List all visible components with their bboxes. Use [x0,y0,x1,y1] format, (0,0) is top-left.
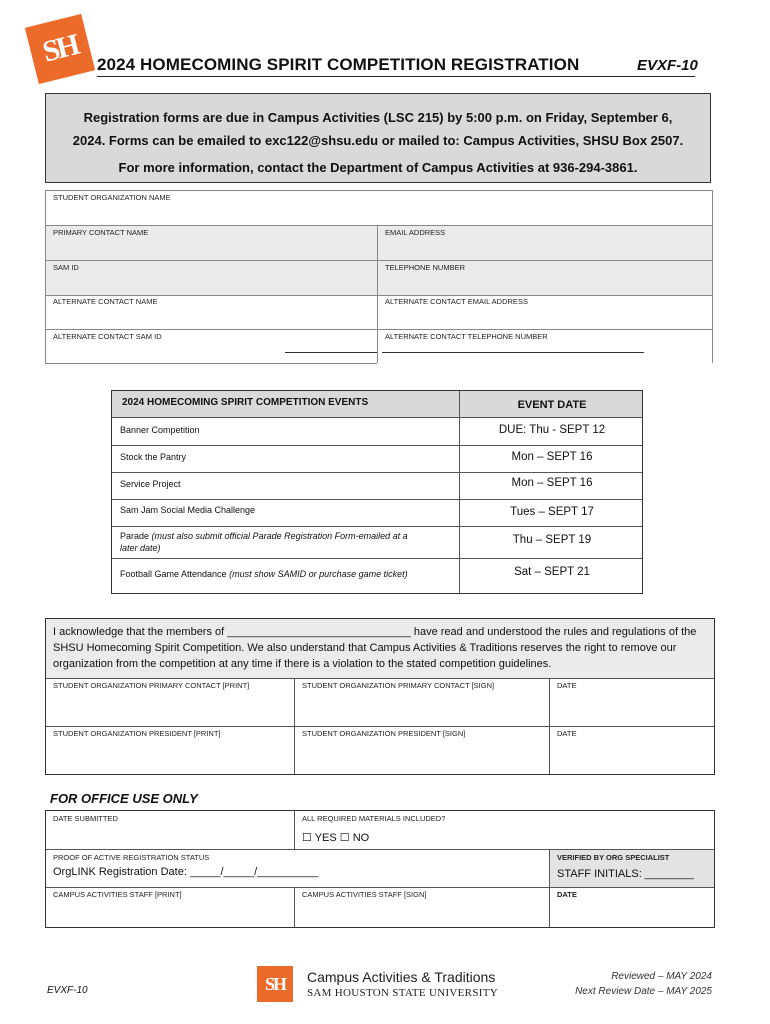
primary-contact-field[interactable]: PRIMARY CONTACT NAME [53,228,149,237]
grid-line [112,526,642,527]
event-date: Sat – SEPT 21 [514,566,590,578]
next-review-date: Next Review Date – MAY 2025 [575,986,712,997]
row-shade [46,261,712,295]
proof-label: PROOF OF ACTIVE REGISTRATION STATUS [53,853,210,862]
contact-grid [45,190,712,363]
shsu-logo [25,14,95,84]
acknowledgement-text: I acknowledge that the members of ______________________________ have read and understood the rules and regulations of the SHSU Homecoming Spirit Competition. We also understand that Campus Activities & Traditions reserves the right to remove our organization from the competition at any time if there is a violation to the stated competition guidelines. [53,626,697,670]
deadline-notice [45,93,711,183]
event-note: (must show SAMID or purchase game ticket) [229,569,408,579]
event-name: Parade [120,531,152,541]
telephone-field[interactable]: TELEPHONE NUMBER [385,263,466,272]
notice-line-1: Registration forms are due in Campus Activities (LSC 215) by 5:00 p.m. on Friday, September 6, [83,110,673,125]
president-date-field[interactable]: DATE [557,729,577,738]
president-sign-field[interactable]: STUDENT ORGANIZATION PRESIDENT [SIGN] [302,729,466,738]
grid-line [45,190,712,191]
email-field[interactable]: EMAIL ADDRESS [385,228,446,237]
verified-label: VERIFIED BY ORG SPECIALIST [557,853,670,862]
grid-line [46,726,714,727]
notice-line-3: For more information, contact the Department of Campus Activities at 936-294-3861. [118,160,638,175]
footer-form-id: EVXF-10 [47,985,88,996]
primary-date-field[interactable]: DATE [557,681,577,690]
logo-text: SH [39,28,81,69]
form-id: EVXF-10 [637,57,698,74]
grid-line [112,499,642,500]
footer-university: SAM HOUSTON STATE UNIVERSITY [307,987,498,999]
event-date: Mon – SEPT 16 [511,451,593,463]
alt-contact-field[interactable]: ALTERNATE CONTACT NAME [53,297,158,306]
page-title: 2024 HOMECOMING SPIRIT COMPETITION REGISTRATION [97,55,580,74]
grid-line [45,363,377,364]
notice-line-2: 2024. Forms can be emailed to exc122@shsu.edu or mailed to: Campus Activities, SHSU Box 2507. [72,133,684,148]
event-name: Sam Jam Social Media Challenge [120,505,256,515]
office-use-section [45,810,715,928]
event-date: Thu – SEPT 19 [512,534,592,546]
grid-line [46,678,714,679]
grid-line [45,295,712,296]
office-use-title: FOR OFFICE USE ONLY [50,791,198,806]
grid-line [112,558,642,559]
footer-logo-text: SH [264,973,285,994]
grid-line [294,887,295,927]
president-print-field[interactable]: STUDENT ORGANIZATION PRESIDENT [PRINT] [53,729,221,738]
reviewed-date: Reviewed – MAY 2024 [611,971,712,982]
footer-org-name: Campus Activities & Traditions [307,969,496,985]
event-date: Tues – SEPT 17 [510,506,594,518]
event-note: (must also submit official Parade Registration Form-emailed at a later date) [120,531,408,553]
org-name-field[interactable]: STUDENT ORGANIZATION NAME [53,193,171,202]
event-name: Football Game Attendance [120,569,230,579]
event-name: Service Project [120,479,181,489]
grid-line [294,678,295,774]
grid-line [549,678,550,774]
alt-phone-field[interactable]: ALTERNATE CONTACT TELEPHONE NUMBER [385,332,548,341]
staff-sign-field[interactable]: CAMPUS ACTIVITIES STAFF [SIGN] [302,890,427,899]
grid-line [549,849,550,927]
staff-print-field[interactable]: CAMPUS ACTIVITIES STAFF [PRINT] [53,890,182,899]
footer-logo [257,966,293,1002]
events-table [111,390,643,594]
grid-line [459,391,460,593]
date-submitted-field[interactable]: DATE SUBMITTED [53,814,118,823]
alt-sam-id-field[interactable]: ALTERNATE CONTACT SAM ID [53,332,162,341]
grid-line [46,887,714,888]
staff-initials-field[interactable]: STAFF INITIALS: ________ [557,868,694,880]
event-date: DUE: Thu - SEPT 12 [498,424,606,436]
event-name: Stock the Pantry [120,452,187,462]
event-name-with-note [120,569,408,579]
grid-line [377,225,378,363]
alt-email-field[interactable]: ALTERNATE CONTACT EMAIL ADDRESS [385,297,528,306]
grid-line [45,329,712,330]
event-date: Mon – SEPT 16 [511,477,593,489]
primary-print-field[interactable]: STUDENT ORGANIZATION PRIMARY CONTACT [PRINT] [53,681,250,690]
grid-line [112,417,642,418]
orglink-date-field[interactable]: OrgLINK Registration Date: _____/_____/__________ [53,866,319,878]
signature-line [382,352,644,353]
signature-line [285,352,377,353]
materials-label: ALL REQUIRED MATERIALS INCLUDED? [302,814,446,823]
primary-sign-field[interactable]: STUDENT ORGANIZATION PRIMARY CONTACT [SIGN] [302,681,495,690]
grid-line [112,472,642,473]
events-header-event: 2024 HOMECOMING SPIRIT COMPETITION EVENTS [122,397,369,408]
sam-id-field[interactable]: SAM ID [53,263,79,272]
staff-date-field[interactable]: DATE [557,890,577,899]
grid-line [712,190,713,363]
title-underline [97,76,695,77]
yes-no-checkboxes[interactable]: ☐ YES ☐ NO [302,832,370,844]
events-header-date: EVENT DATE [517,399,587,411]
grid-line [112,445,642,446]
event-name: Banner Competition [120,425,200,435]
grid-line [294,811,295,849]
event-name-with-note [120,530,425,554]
